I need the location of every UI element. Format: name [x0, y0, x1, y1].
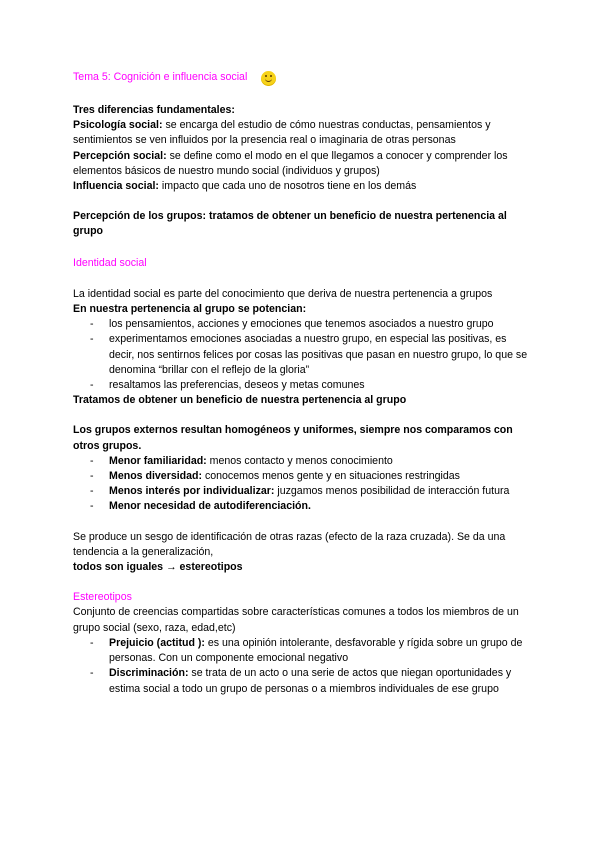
- bias-bold: todos son iguales → estereotipos: [73, 561, 243, 574]
- groups-perception: Percepción de los grupos: tratamos de obtener un beneficio de nuestra pertenencia al grupo: [73, 210, 507, 238]
- stereotypes-intro: Conjunto de creencias compartidas sobre características comunes a todos los miembros de un grupo social (sexo, raza, edad,etc): [73, 606, 519, 634]
- document-content: [73, 68, 533, 697]
- smiley-icon: [261, 71, 276, 86]
- identity-bold-line: En nuestra pertenencia al grupo se potencian:: [73, 303, 307, 316]
- differences-heading: Tres diferencias fundamentales:: [73, 104, 235, 116]
- definition-percepcion: Percepción social: se define como el modo en el que llegamos a conocer y comprender los elementos básicos de nuestro mundo social (individuos y grupos): [73, 149, 508, 177]
- list-item: - Menor familiaridad: menos contacto y menos conocimiento: [73, 454, 533, 469]
- list-item: - Discriminación: se trata de un acto o una serie de actos que niegan oportunidades y estima social a todo un grupo de personas o a miembros individuales de ese grupo: [73, 666, 533, 696]
- stereotypes-heading: Estereotipos: [73, 591, 132, 604]
- list-item: - experimentamos emociones asociadas a nuestro grupo, en especial las positivas, es decir, nos sentirnos felices por cosas las positivas que pasan en nuestro grupo, lo que se denomina “brillar con el reflejo de la gloria”: [73, 332, 533, 378]
- list-item: - Menos diversidad: conocemos menos gente y en situaciones restringidas: [73, 469, 533, 484]
- bias-text: Se produce un sesgo de identificación de otras razas (efecto de la raza cruzada). Se da una tendencia a la generalización,: [73, 530, 506, 558]
- list-item: - resaltamos las preferencias, deseos y metas comunes: [73, 378, 533, 393]
- identity-heading: Identidad social: [73, 256, 147, 269]
- stereotypes-list: [73, 636, 533, 697]
- identity-list: [73, 317, 533, 393]
- external-heading: Los grupos externos resultan homogéneos y uniformes, siempre nos comparamos con otros grupos.: [73, 424, 513, 452]
- page-title: Tema 5: Cognición e influencia social: [73, 71, 248, 84]
- external-list: [73, 454, 533, 515]
- definition-influencia: Influencia social: impacto que cada uno de nosotros tiene en los demás: [73, 180, 417, 193]
- identity-intro: La identidad social es parte del conocimiento que deriva de nuestra pertenencia a grupos: [73, 287, 493, 300]
- list-item: - Menos interés por individualizar: juzgamos menos posibilidad de interacción futura: [73, 484, 533, 499]
- title-line: [73, 68, 533, 88]
- list-item: - Prejuicio (actitud ): es una opinión intolerante, desfavorable y rígida sobre un grupo de personas. Con un componente emocional negativo: [73, 636, 533, 666]
- definition-psicologia: Psicología social: se encarga del estudio de cómo nuestras conductas, pensamientos y sentimientos se ven influidos por la presencia real o imaginaria de otras personas: [73, 119, 491, 147]
- list-item: - los pensamientos, acciones y emociones que tenemos asociados a nuestro grupo: [73, 317, 533, 332]
- identity-closing: Tratamos de obtener un beneficio de nuestra pertenencia al grupo: [73, 394, 407, 407]
- list-item: - Menor necesidad de autodiferenciación.: [73, 499, 533, 514]
